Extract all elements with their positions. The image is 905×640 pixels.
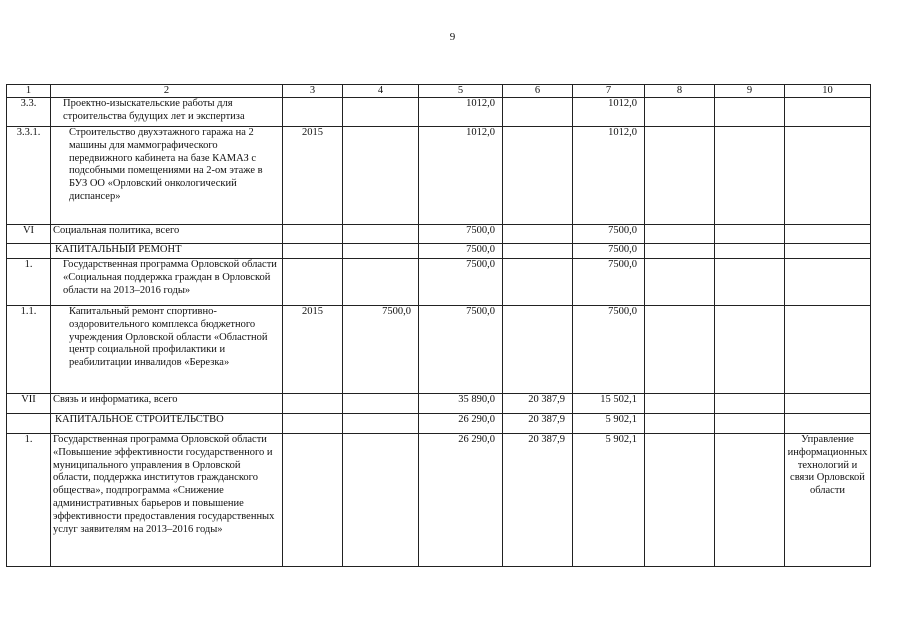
row-number: VII <box>7 394 51 414</box>
cell-col5: 35 890,0 <box>419 394 503 414</box>
cell-col6: 20 387,9 <box>503 414 573 434</box>
cell-col10 <box>785 259 871 306</box>
table-row <box>7 225 871 244</box>
cell-col7: 7500,0 <box>573 244 645 259</box>
row-description: Государственная программа Орловской области «Социальная поддержка граждан в Орловской области на 2013–2016 годы» <box>51 259 283 306</box>
cell-col4 <box>343 127 419 225</box>
cell-col9 <box>715 244 785 259</box>
cell-col9 <box>715 259 785 306</box>
cell-col3 <box>283 434 343 567</box>
cell-col8 <box>645 306 715 394</box>
cell-col9 <box>715 98 785 127</box>
row-number: VI <box>7 225 51 244</box>
row-description: КАПИТАЛЬНОЕ СТРОИТЕЛЬСТВО <box>51 414 283 434</box>
cell-col6: 20 387,9 <box>503 394 573 414</box>
cell-col8 <box>645 259 715 306</box>
row-description: КАПИТАЛЬНЫЙ РЕМОНТ <box>51 244 283 259</box>
cell-col10 <box>785 98 871 127</box>
cell-col10 <box>785 306 871 394</box>
row-description: Связь и информатика, всего <box>51 394 283 414</box>
cell-col8 <box>645 127 715 225</box>
cell-col4 <box>343 394 419 414</box>
row-description: Строительство двухэтажного гаража на 2 машины для маммографического передвижного кабинета на базе КАМАЗ с подсобными помещениями на 2-ом этаже в БУЗ ОО «Орловский онкологический диспансер» <box>51 127 283 225</box>
cell-col5: 1012,0 <box>419 98 503 127</box>
cell-col9 <box>715 306 785 394</box>
cell-col8 <box>645 434 715 567</box>
row-number <box>7 244 51 259</box>
cell-col6: 20 387,9 <box>503 434 573 567</box>
table-row <box>7 259 871 306</box>
cell-col3 <box>283 259 343 306</box>
cell-col3 <box>283 394 343 414</box>
cell-col5: 26 290,0 <box>419 434 503 567</box>
table-row <box>7 244 871 259</box>
cell-col8 <box>645 244 715 259</box>
cell-col5: 1012,0 <box>419 127 503 225</box>
cell-col7: 5 902,1 <box>573 434 645 567</box>
table-header-row <box>7 85 871 98</box>
cell-col7: 5 902,1 <box>573 414 645 434</box>
column-header: 6 <box>503 85 573 98</box>
cell-col3: 2015 <box>283 306 343 394</box>
cell-col5: 7500,0 <box>419 244 503 259</box>
cell-col7: 7500,0 <box>573 306 645 394</box>
row-number: 3.3.1. <box>7 127 51 225</box>
cell-col5: 26 290,0 <box>419 414 503 434</box>
cell-col8 <box>645 414 715 434</box>
cell-col6 <box>503 259 573 306</box>
cell-col6 <box>503 244 573 259</box>
table-row <box>7 127 871 225</box>
table-row <box>7 98 871 127</box>
cell-col3 <box>283 244 343 259</box>
row-number <box>7 414 51 434</box>
cell-col7: 1012,0 <box>573 98 645 127</box>
row-description: Капитальный ремонт спортивно-оздоровительного комплекса бюджетного учреждения Орловской области «Областной центр социальной профилактики и реабилитации инвалидов «Березка» <box>51 306 283 394</box>
cell-col5: 7500,0 <box>419 306 503 394</box>
cell-col4 <box>343 259 419 306</box>
row-number: 1.1. <box>7 306 51 394</box>
cell-col7: 1012,0 <box>573 127 645 225</box>
cell-col8 <box>645 225 715 244</box>
table-row <box>7 414 871 434</box>
cell-col3 <box>283 98 343 127</box>
table-row <box>7 306 871 394</box>
column-header: 7 <box>573 85 645 98</box>
cell-col7: 7500,0 <box>573 225 645 244</box>
cell-col6 <box>503 225 573 244</box>
cell-col6 <box>503 306 573 394</box>
cell-col9 <box>715 414 785 434</box>
cell-col5: 7500,0 <box>419 225 503 244</box>
column-header: 1 <box>7 85 51 98</box>
page-number: 9 <box>449 31 456 43</box>
row-number: 1. <box>7 434 51 567</box>
row-number: 1. <box>7 259 51 306</box>
cell-col10 <box>785 127 871 225</box>
cell-col9 <box>715 434 785 567</box>
cell-col4 <box>343 98 419 127</box>
cell-col6 <box>503 127 573 225</box>
column-header: 2 <box>51 85 283 98</box>
cell-col10 <box>785 225 871 244</box>
responsible-agency: Управление информационных технологий и связи Орловской области <box>785 434 871 567</box>
column-header: 10 <box>785 85 871 98</box>
cell-col4 <box>343 434 419 567</box>
cell-col8 <box>645 394 715 414</box>
column-header: 4 <box>343 85 419 98</box>
cell-col7: 7500,0 <box>573 259 645 306</box>
row-number: 3.3. <box>7 98 51 127</box>
column-header: 8 <box>645 85 715 98</box>
column-header: 5 <box>419 85 503 98</box>
cell-col6 <box>503 98 573 127</box>
cell-col10 <box>785 394 871 414</box>
cell-col5: 7500,0 <box>419 259 503 306</box>
table-row <box>7 394 871 414</box>
cell-col9 <box>715 127 785 225</box>
budget-table <box>6 84 871 567</box>
cell-col9 <box>715 225 785 244</box>
cell-col10 <box>785 244 871 259</box>
cell-col3 <box>283 225 343 244</box>
cell-col4 <box>343 225 419 244</box>
table-row <box>7 434 871 567</box>
cell-col8 <box>645 98 715 127</box>
cell-col3: 2015 <box>283 127 343 225</box>
cell-col3 <box>283 414 343 434</box>
cell-col4 <box>343 244 419 259</box>
cell-col4: 7500,0 <box>343 306 419 394</box>
cell-col4 <box>343 414 419 434</box>
row-description: Проектно-изыскательские работы для строительства будущих лет и экспертиза <box>51 98 283 127</box>
row-description: Государственная программа Орловской области «Повышение эффективности государственного и муниципального управления в Орловской области, поддержка институтов гражданского общества», подпрограмма «Снижение административных барьеров и повышение эффективности предоставления государственных услуг заявителям на 2013–2016 годы» <box>51 434 283 567</box>
cell-col10 <box>785 414 871 434</box>
cell-col9 <box>715 394 785 414</box>
cell-col7: 15 502,1 <box>573 394 645 414</box>
row-description: Социальная политика, всего <box>51 225 283 244</box>
column-header: 3 <box>283 85 343 98</box>
column-header: 9 <box>715 85 785 98</box>
